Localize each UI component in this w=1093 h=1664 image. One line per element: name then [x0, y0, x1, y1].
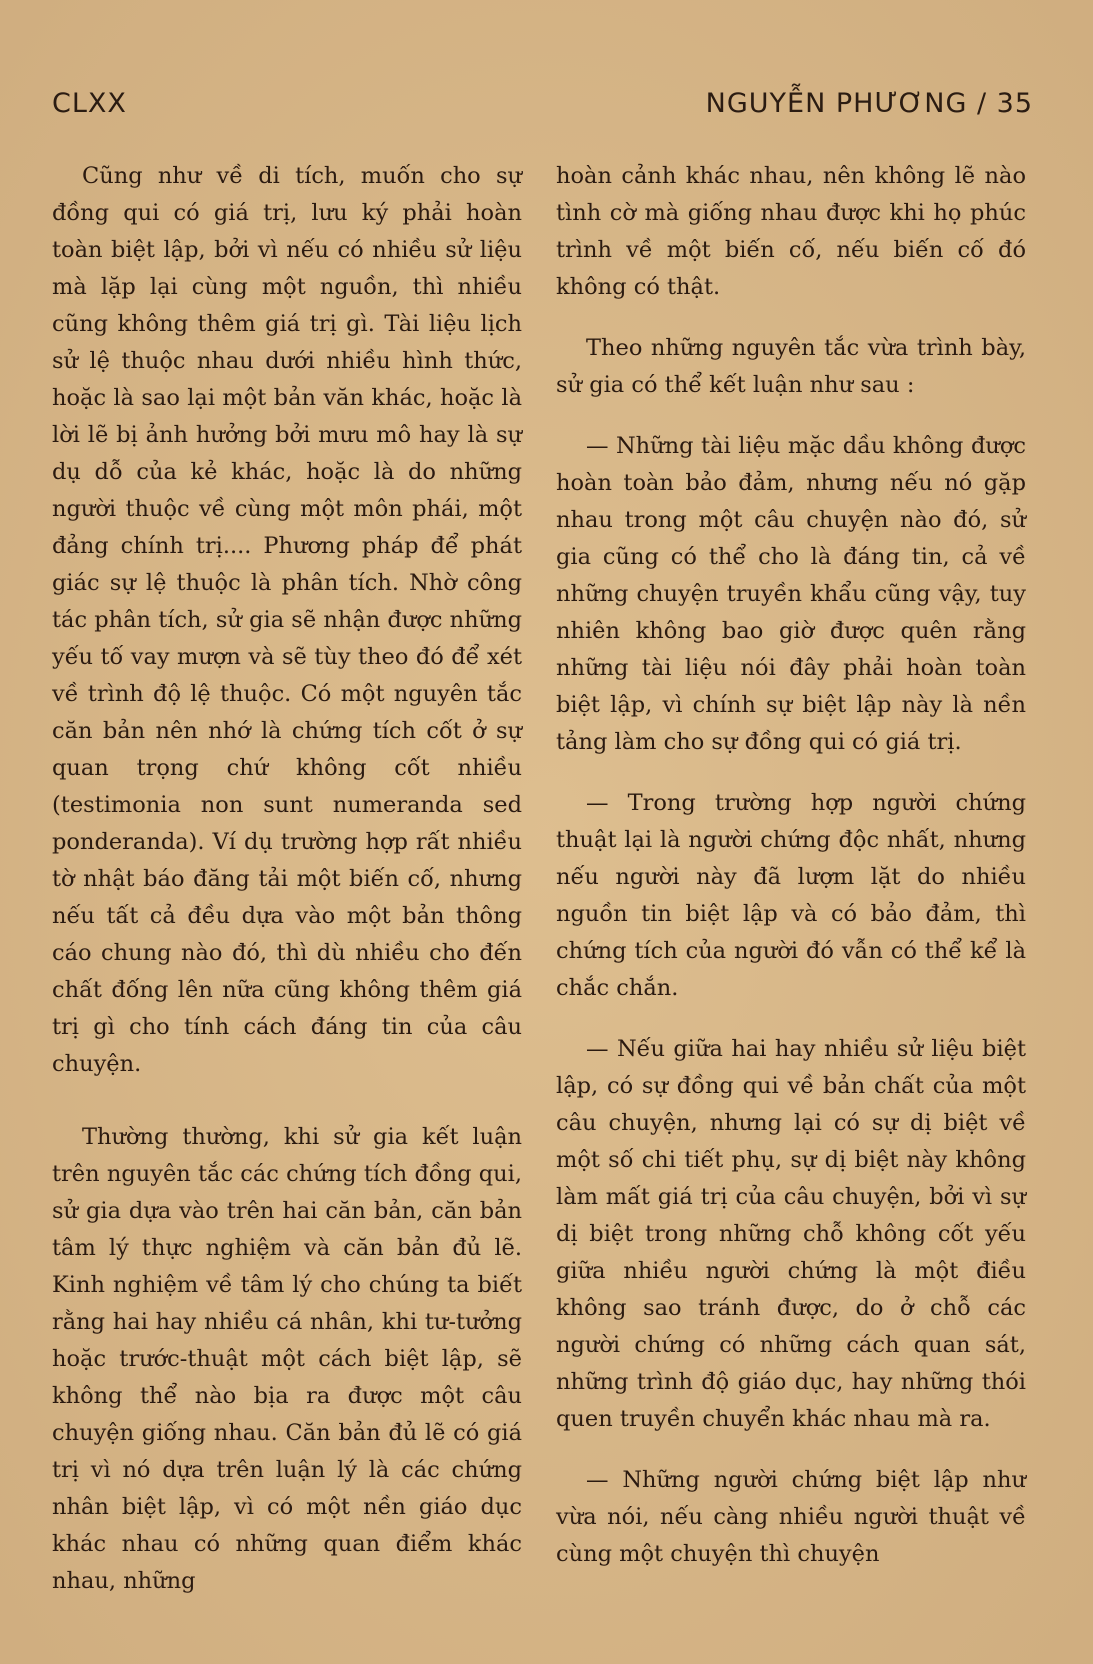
- paragraph: — Những tài liệu mặc dầu không được hoàn toàn bảo đảm, nhưng nếu nó gặp nhau trong một câu chuyện nào đó, sử gia cũng có thể cho là đáng tin, cả về những chuyện truyền khẩu cũng vậy, tuy nhiên không bao giờ được quên rằng những tài liệu nói đây phải hoàn toàn biệt lập, vì chính sự biệt lập này là nền tảng làm cho sự đồng qui có giá trị.: [556, 433, 1026, 755]
- paragraph: Theo những nguyên tắc vừa trình bày, sử gia có thể kết luận như sau :: [556, 335, 1026, 398]
- paragraph: — Trong trường hợp người chứng thuật lại là người chứng độc nhất, nhưng nếu người này đã lượm lặt do nhiều nguồn tin biệt lập và có bảo đảm, thì chứng tích của người đó vẫn có thể kể là chắc chắn.: [556, 790, 1026, 1001]
- author-page-number: NGUYỄN PHƯƠNG / 35: [705, 88, 1033, 119]
- paragraph-continued: hoàn cảnh khác nhau, nên không lẽ nào tình cờ mà giống nhau được khi họ phúc trình về một biến cố, nếu biến cố đó không có thật.: [556, 163, 1026, 300]
- paragraph: Thường thường, khi sử gia kết luận trên nguyên tắc các chứng tích đồng qui, sử gia dựa vào trên hai căn bản, căn bản tâm lý thực nghiệm và căn bản đủ lẽ. Kinh nghiệm về tâm lý cho chúng ta biết rằng hai hay nhiều cá nhân, khi tư-tưởng hoặc trước-thuật một cách biệt lập, sẽ không thể nào bịa ra được một câu chuyện giống nhau. Căn bản đủ lẽ có giá trị vì nó dựa trên luận lý là các chứng nhân biệt lập, vì có một nền giáo dục khác nhau có những quan điểm khác nhau, những: [52, 1124, 522, 1594]
- running-header: [52, 88, 1033, 124]
- section-number: CLXX: [52, 88, 127, 119]
- paragraph: — Những người chứng biệt lập như vừa nói, nếu càng nhiều người thuật về cùng một chuyện thì chuyện: [556, 1467, 1026, 1567]
- left-column: [52, 158, 522, 1600]
- right-column: [556, 158, 1026, 1573]
- paragraph: Cũng như về di tích, muốn cho sự đồng qui có giá trị, lưu ký phải hoàn toàn biệt lập, bởi vì nếu có nhiều sử liệu mà lặp lại cùng một nguồn, thì nhiều cũng không thêm giá trị gì. Tài liệu lịch sử lệ thuộc nhau dưới nhiều hình thức, hoặc là sao lại một bản văn khác, hoặc là lời lẽ bị ảnh hưởng bởi mưu mô hay là sự dụ dỗ của kẻ khác, hoặc là do những người thuộc về cùng một môn phái, một đảng chính trị.... Phương pháp để phát giác sự lệ thuộc là phân tích. Nhờ công tác phân tích, sử gia sẽ nhận được những yếu tố vay mượn và sẽ tùy theo đó để xét về trình độ lệ thuộc. Có một nguyên tắc căn bản nên nhớ là chứng tích cốt ở sự quan trọng chứ không cốt nhiều (testimonia non sunt numeranda sed ponderanda). Ví dụ trường hợp rất nhiều tờ nhật báo đăng tải một biến cố, nhưng nếu tất cả đều dựa vào một bản thông cáo chung nào đó, thì dù nhiều cho đến chất đống lên nữa cũng không thêm giá trị gì cho tính cách đáng tin của câu chuyện.: [52, 163, 522, 1077]
- paragraph: — Nếu giữa hai hay nhiều sử liệu biệt lập, có sự đồng qui về bản chất của một câu chuyện, nhưng lại có sự dị biệt về một số chi tiết phụ, sự dị biệt này không làm mất giá trị của câu chuyện, bởi vì sự dị biệt trong những chỗ không cốt yếu giữa nhiều người chứng là một điều không sao tránh được, do ở chỗ các người chứng có những cách quan sát, những trình độ giáo dục, hay những thói quen truyền chuyển khác nhau mà ra.: [556, 1036, 1026, 1432]
